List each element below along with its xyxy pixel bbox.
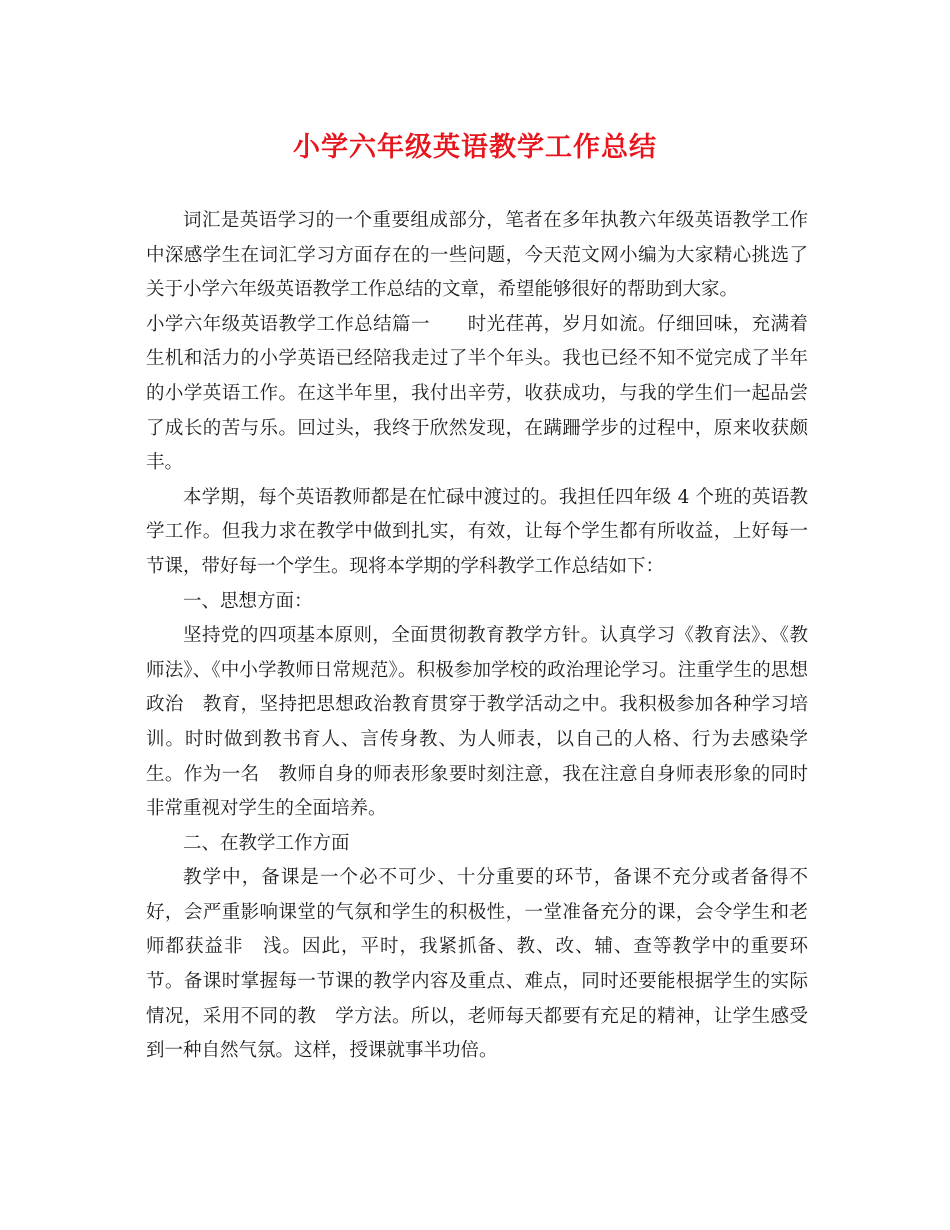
- teaching-paragraph: 教学中，备课是一个必不可少、十分重要的环节，备课不充分或者备得不好，会严重影响课堂的气氛和学生的积极性，一堂准备充分的课，会令学生和老师都获益非 浅。因此，平时，我紧抓备、教、改、辅、查等教学中的重要环节。备课时掌握每一节课的教学内容及重点、难点，同时还要能根据学生的实际情况，采用不同的教 学方法。所以，老师每天都要有充足的精神，让学生感受到一种自然气氛。这样，授课就事半功倍。: [146, 867, 808, 1062]
- document-title: 小学六年级英语教学工作总结: [293, 132, 657, 163]
- teaching-heading: 二、在教学工作方面: [183, 832, 350, 854]
- semester-paragraph: 本学期，每个英语教师都是在忙碌中渡过的。我担任四年级 4 个班的英语教学工作。但我力求在教学中做到扎实，有效，让每个学生都有所收益，上好每一节课，带好每一个学生。现将本学期的学科教学工作总结如下：: [146, 486, 808, 577]
- intro-paragraph: 词汇是英语学习的一个重要组成部分，笔者在多年执教六年级英语教学工作中深感学生在词汇学习方面存在的一些问题，今天范文网小编为大家精心挑选了关于小学六年级英语教学工作总结的文章，希望能够很好的帮助到大家。: [146, 210, 808, 301]
- thought-paragraph: 坚持党的四项基本原则，全面贯彻教育教学方针。认真学习《教育法》、《教师法》、《中小学教师日常规范》。积极参加学校的政治理论学习。注重学生的思想政治 教育，坚持把思想政治教育贯穿于教学活动之中。我积极参加各种学习培训。时时做到教书育人、言传身教、为人师表，以自己的人格、行为去感染学生。作为一名 教师自身的师表形象要时刻注意，我在注意自身师表形象的同时非常重视对学生的全面培养。: [146, 625, 808, 820]
- section-one-paragraph: 小学六年级英语教学工作总结篇一 时光荏苒，岁月如流。仔细回味，充满着生机和活力的小学英语已经陪我走过了半个年头。我也已经不知不觉完成了半年的小学英语工作。在这半年里，我付出辛劳，收获成功，与我的学生们一起品尝了成长的苦与乐。回过头，我终于欣然发现，在蹒跚学步的过程中，原来收获颇丰。: [146, 313, 808, 474]
- document-body: [146, 204, 808, 1069]
- thought-heading: 一、思想方面：: [183, 590, 313, 612]
